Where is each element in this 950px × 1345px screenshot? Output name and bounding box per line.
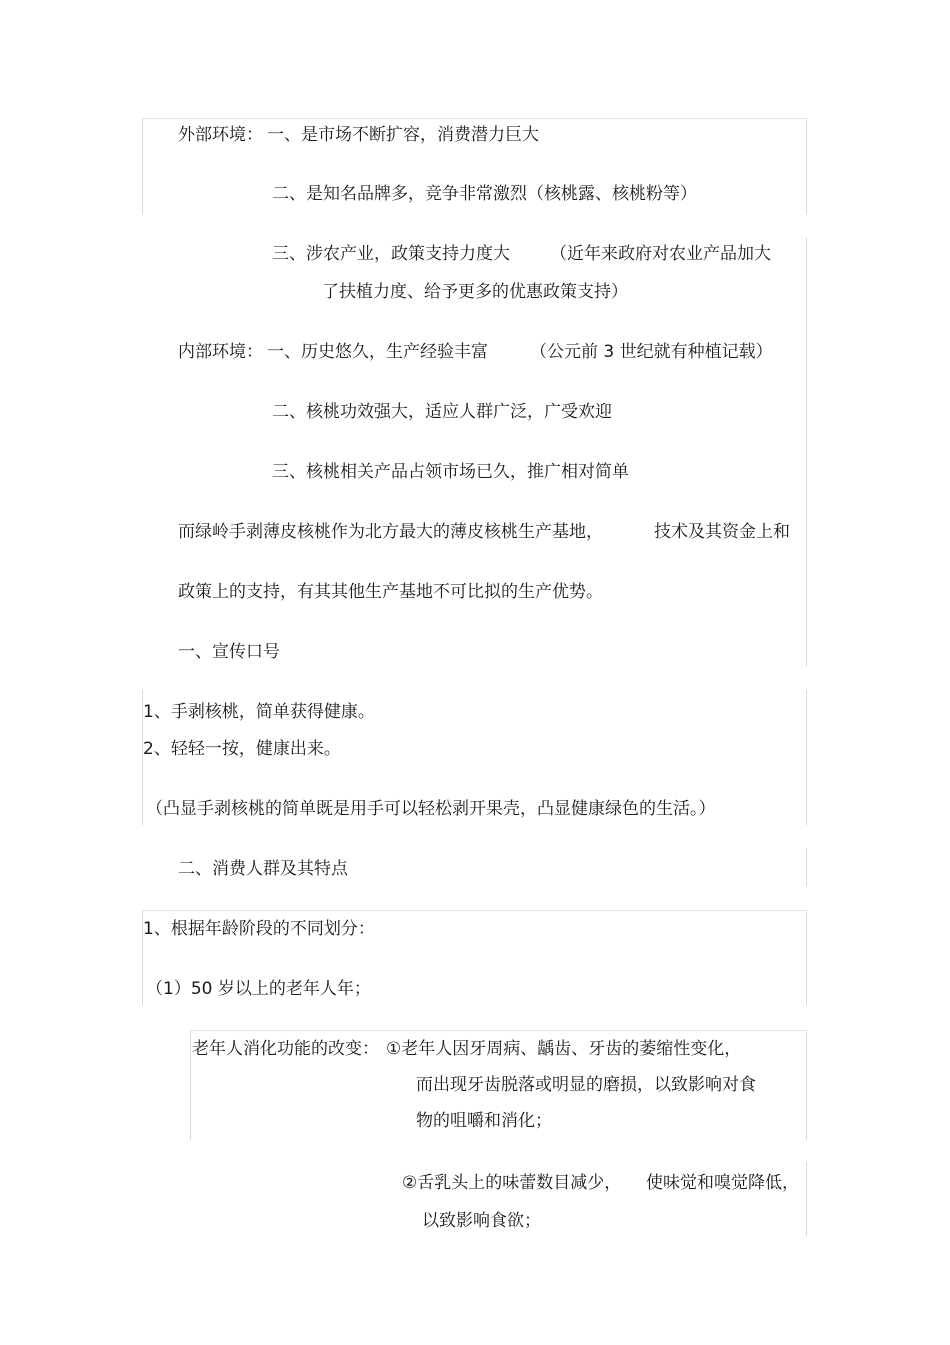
digestion-point-1: ①老年人因牙周病、龋齿、牙齿的萎缩性变化， [386,1039,742,1059]
digestion-point-2-mid: 使味觉和嗅觉降低， [646,1173,799,1193]
internal-item-3: 三、核桃相关产品占领市场已久，推广相对简单 [272,462,629,482]
internal-item-1-note: （公元前 3 世纪就有种植记载） [530,342,773,362]
internal-item-2: 二、核桃功效强大，适应人群广泛，广受欢迎 [272,402,612,422]
table-border-right-7 [806,1162,807,1236]
external-item-3: 三、涉农产业，政策支持力度大 [272,244,510,264]
table-border-top [142,118,807,119]
table-border-right-2 [806,237,807,667]
table-border-right-4 [806,848,807,886]
slogan-item-2: 2、轻轻一按，健康出来。 [143,739,341,759]
table-border-top-5 [142,910,807,911]
age-group-1: （1）50 岁以上的老年人年； [146,979,371,999]
age-division: 1、根据年龄阶段的不同划分： [143,919,375,939]
table-border-right-1 [806,118,807,215]
external-item-1: 一、是市场不断扩容，消费潜力巨大 [267,125,539,145]
table-border-top-6 [190,1030,807,1031]
external-item-2: 二、是知名品牌多，竞争非常激烈（核桃露、核桃粉等） [272,184,697,204]
slogan-note: （凸显手剥核桃的简单既是用手可以轻松剥开果壳，凸显健康绿色的生活。） [146,799,716,819]
internal-env-label: 内部环境： [178,342,263,362]
consumers-heading: 二、消费人群及其特点 [178,859,348,879]
digestion-point-1-end: 物的咀嚼和消化； [416,1111,552,1131]
table-border-right-6 [806,1030,807,1140]
external-env-label: 外部环境： [178,125,263,145]
digestion-point-2-end: 以致影响食欲； [422,1211,541,1231]
internal-item-1: 一、历史悠久，生产经验丰富 [267,342,488,362]
external-item-3-note-cont: 了扶植力度、给予更多的优惠政策支持） [322,282,628,302]
digestion-point-1-cont: 而出现牙齿脱落或明显的磨损，以致影响对食 [416,1075,756,1095]
slogan-heading: 一、宣传口号 [178,642,280,662]
table-border-left-1 [142,118,143,215]
digestion-label: 老年人消化功能的改变： [192,1039,379,1059]
summary-line-1: 而绿岭手剥薄皮核桃作为北方最大的薄皮核桃生产基地， [178,522,603,542]
table-border-left-6 [190,1030,191,1140]
external-item-3-note: （近年来政府对农业产品加大 [550,244,771,264]
summary-line-2: 政策上的支持，有其其他生产基地不可比拟的生产优势。 [178,582,603,602]
digestion-point-2: ②舌乳头上的味蕾数目减少， [402,1173,622,1193]
table-border-right-3 [806,690,807,825]
summary-line-1-cont: 技术及其资金上和 [654,522,790,542]
table-border-right-5 [806,910,807,1005]
slogan-item-1: 1、手剥核桃，简单获得健康。 [143,702,375,722]
